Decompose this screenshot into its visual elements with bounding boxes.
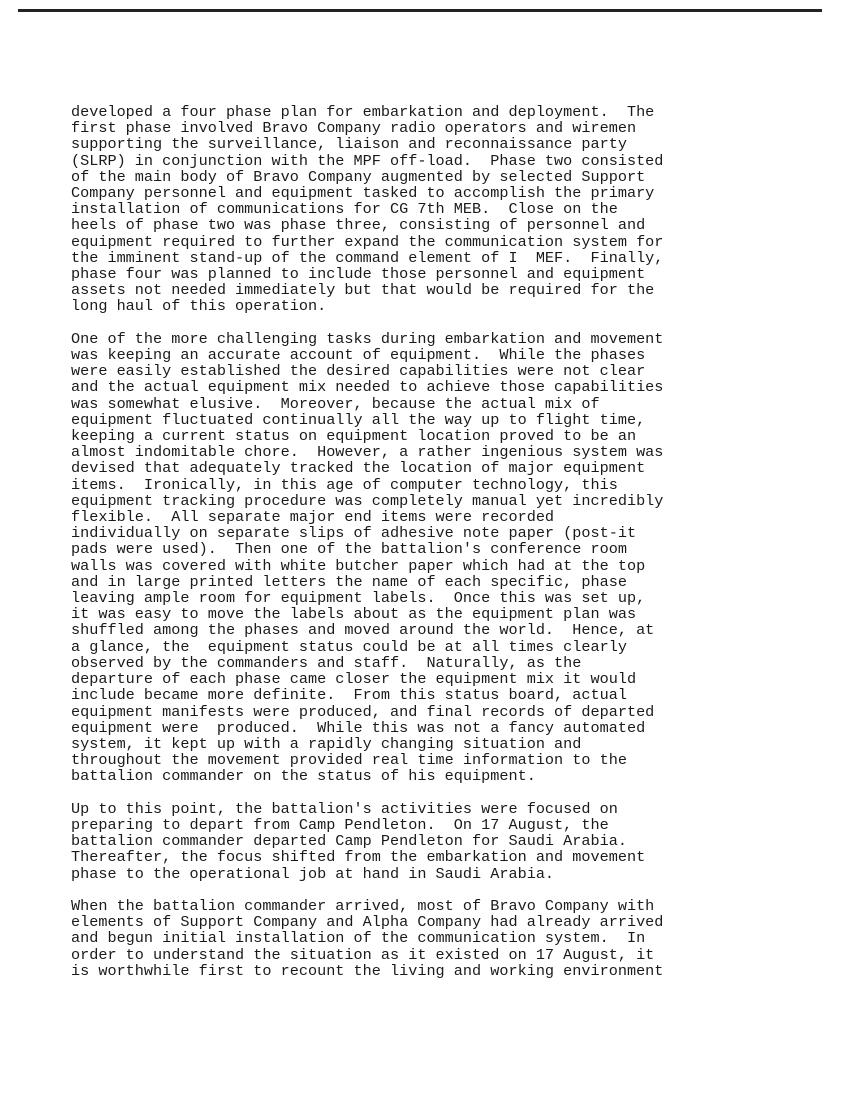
text-line: phase four was planned to include those personnel and equipment xyxy=(71,265,646,284)
text-line: installation of communications for CG 7th MEB. Close on the xyxy=(71,200,618,219)
text-line: supporting the surveillance, liaison and reconnaissance party xyxy=(71,135,627,154)
text-line: throughout the movement provided real time information to the xyxy=(71,751,627,770)
text-line: walls was covered with white butcher paper which had at the top xyxy=(71,556,646,575)
text-line: observed by the commanders and staff. Naturally, as the xyxy=(71,653,582,672)
text-line: of the main body of Bravo Company augmented by selected Support xyxy=(71,167,646,186)
text-line: developed a four phase plan for embarkation and deployment. The xyxy=(71,103,655,121)
top-border-rule xyxy=(18,9,822,12)
text-line: equipment were produced. While this was not a fancy automated xyxy=(71,718,646,737)
text-line: and begun initial installation of the communication system. In xyxy=(71,929,646,948)
text-line: was somewhat elusive. Moreover, because the actual mix of xyxy=(71,394,600,413)
text-line: the imminent stand-up of the command element of I MEF. Finally, xyxy=(71,248,664,267)
text-line: departure of each phase came closer the equipment mix it would xyxy=(71,670,637,689)
text-line: equipment tracking procedure was completely manual yet incredibly xyxy=(71,491,664,510)
text-line: first phase involved Bravo Company radio operators and wiremen xyxy=(71,119,637,138)
text-line: Company personnel and equipment tasked to accomplish the primary xyxy=(71,184,655,203)
text-line: keeping a current status on equipment location proved to be an xyxy=(71,427,637,446)
text-line: equipment manifests were produced, and final records of departed xyxy=(71,702,655,721)
text-line: items. Ironically, in this age of computer technology, this xyxy=(71,475,618,494)
text-line: shuffled among the phases and moved around the world. Hence, at xyxy=(71,621,655,640)
text-line: battalion commander departed Camp Pendleton for Saudi Arabia. xyxy=(71,832,627,851)
text-line: assets not needed immediately but that would be required for the xyxy=(71,281,655,300)
text-line: long haul of this operation. xyxy=(71,297,327,316)
text-line: equipment required to further expand the communication system for xyxy=(71,232,664,251)
paragraph xyxy=(71,801,831,882)
text-line: One of the more challenging tasks during embarkation and movement xyxy=(71,329,664,348)
text-line: When the battalion commander arrived, most of Bravo Company with xyxy=(71,896,655,915)
document-body xyxy=(71,104,831,995)
paragraph xyxy=(71,898,831,979)
text-line: it was easy to move the labels about as the equipment plan was xyxy=(71,605,637,624)
text-line: was keeping an accurate account of equipment. While the phases xyxy=(71,346,646,365)
text-line: include became more definite. From this status board, actual xyxy=(71,686,627,705)
text-line: order to understand the situation as it existed on 17 August, it xyxy=(71,945,655,964)
paragraph xyxy=(71,104,831,315)
text-line: individually on separate slips of adhesive note paper (post-it xyxy=(71,524,637,543)
text-line: battalion commander on the status of his equipment. xyxy=(71,767,536,786)
text-line: leaving ample room for equipment labels. Once this was set up, xyxy=(71,589,646,608)
text-line: almost indomitable chore. However, a rather ingenious system was xyxy=(71,443,664,462)
text-line: heels of phase two was phase three, consisting of personnel and xyxy=(71,216,646,235)
text-line: and in large printed letters the name of each specific, phase xyxy=(71,572,627,591)
text-line: pads were used). Then one of the battalion's conference room xyxy=(71,540,627,559)
text-line: system, it kept up with a rapidly changing situation and xyxy=(71,734,582,753)
text-line: Thereafter, the focus shifted from the embarkation and movement xyxy=(71,848,646,867)
text-line: were easily established the desired capabilities were not clear xyxy=(71,362,646,381)
text-line: a glance, the equipment status could be at all times clearly xyxy=(71,637,627,656)
text-line: and the actual equipment mix needed to achieve those capabilities xyxy=(71,378,664,397)
text-line: elements of Support Company and Alpha Company had already arrived xyxy=(71,913,664,932)
paragraph xyxy=(71,331,831,785)
text-line: Up to this point, the battalion's activities were focused on xyxy=(71,799,618,818)
text-line: (SLRP) in conjunction with the MPF off-load. Phase two consisted xyxy=(71,151,664,170)
text-line: devised that adequately tracked the location of major equipment xyxy=(71,459,646,478)
text-line: is worthwhile first to recount the living and working environment xyxy=(71,961,664,980)
text-line: preparing to depart from Camp Pendleton. On 17 August, the xyxy=(71,815,609,834)
text-line: phase to the operational job at hand in Saudi Arabia. xyxy=(71,864,555,883)
text-line: equipment fluctuated continually all the way up to flight time, xyxy=(71,410,646,429)
text-line: flexible. All separate major end items were recorded xyxy=(71,508,555,527)
